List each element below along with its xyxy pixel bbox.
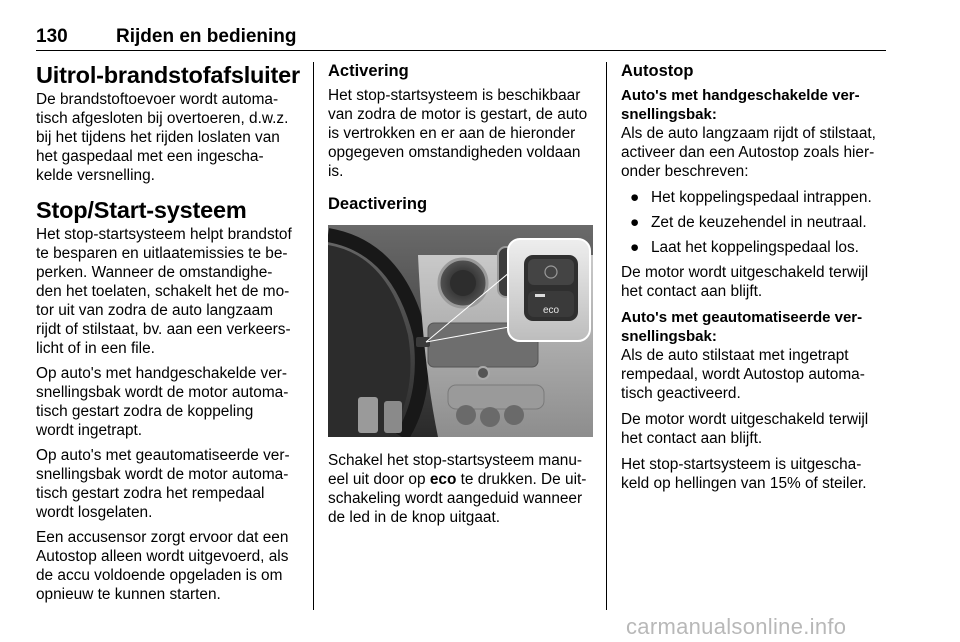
list-item: ● Zet de keuzehendel in neutraal.	[630, 214, 867, 231]
section-title-stop-start: Stop/Start-systeem	[36, 197, 247, 223]
stop-start-intro-paragraph: Het stop-startsysteem helpt brandstof te besparen en uitlaatemissies te be- perken. Wanneer de omstandighe- den het toelaten, schakelt het de mo- tor uit van zodra de auto langzaam rijdt of stilstaat, bv. aan een verkeers- licht of in een file.	[36, 226, 292, 357]
manual-gearbox-paragraph: Op auto's met handgeschakelde ver- snellingsbak wordt de motor automa- tisch gestart zodra de koppeling wordt ingetrapt.	[36, 365, 289, 439]
page-header	[36, 26, 886, 50]
autostop-steps-list	[621, 188, 887, 257]
manual-gearbox-subheading: Auto's met handgeschakelde ver- snellingsbak:	[621, 87, 860, 123]
activation-title: Activering	[328, 62, 409, 80]
dashboard-eco-button-photo	[328, 225, 593, 437]
column-1	[36, 60, 301, 610]
page-number: 130	[36, 26, 68, 47]
fuel-cutoff-paragraph: De brandstoftoevoer wordt automa- tisch afgesloten bij overtoeren, d.w.z. bij het tijdens het rijden loslaten van het gaspedaal met een ingescha- kelde versnelling.	[36, 91, 289, 184]
dashboard-illustration	[328, 225, 593, 437]
deactivation-title: Deactivering	[328, 195, 428, 213]
slope-paragraph: Het stop-startsysteem is uitgescha- keld op hellingen van 15% of steiler.	[621, 456, 867, 492]
automated-gearbox-paragraph: Op auto's met geautomatiseerde ver- snellingsbak wordt de motor automa- tisch gestart zodra het rempedaal wordt losgelaten.	[36, 447, 290, 521]
manual-intro-paragraph: Als de auto langzaam rijdt of stilstaat, activeer dan een Autostop zoals hier- onder beschreven:	[621, 125, 876, 180]
list-item: ● Laat het koppelingspedaal los.	[630, 239, 859, 256]
column-2	[328, 60, 593, 534]
automated-gearbox-subheading: Auto's met geautomatiseerde ver- snellingsbak:	[621, 309, 863, 345]
manual-result-paragraph: De motor wordt uitgeschakeld terwijl het contact aan blijft.	[621, 264, 869, 300]
automated-result-paragraph: De motor wordt uitgeschakeld terwijl het contact aan blijft.	[621, 411, 869, 447]
automated-intro-paragraph: Als de auto stilstaat met ingetrapt rempedaal, wordt Autostop automa- tisch geactiveerd.	[621, 347, 865, 402]
watermark: carmanualsonline.info	[626, 614, 847, 639]
column-divider-2	[606, 62, 607, 610]
running-title: Rijden en bediening	[116, 26, 297, 47]
column-3	[621, 60, 887, 500]
eco-button-label: eco	[542, 305, 560, 316]
eco-keyword: eco	[429, 471, 457, 488]
deactivation-caption: Schakel het stop-startsysteem manu- eel uit door op eco te drukken. De uit- schakeling wordt aangeduid wanneer de led in de knop uitgaat.	[328, 452, 587, 526]
battery-sensor-paragraph: Een accusensor zorgt ervoor dat een Autostop alleen wordt uitgevoerd, als de accu voldoende opgeladen is om opnieuw te kunnen starten.	[36, 529, 289, 603]
section-title-fuel-cutoff: Uitrol-brandstofafsluiter	[36, 62, 300, 88]
list-item: ● Het koppelingspedaal intrappen.	[630, 189, 872, 206]
header-rule	[36, 50, 886, 51]
autostop-title: Autostop	[621, 62, 694, 80]
activation-paragraph: Het stop-startsysteem is beschikbaar van zodra de motor is gestart, de auto is vertrokken en er aan de hieronder opgegeven omstandigheden voldaan is.	[328, 87, 588, 180]
column-divider-1	[313, 62, 314, 610]
